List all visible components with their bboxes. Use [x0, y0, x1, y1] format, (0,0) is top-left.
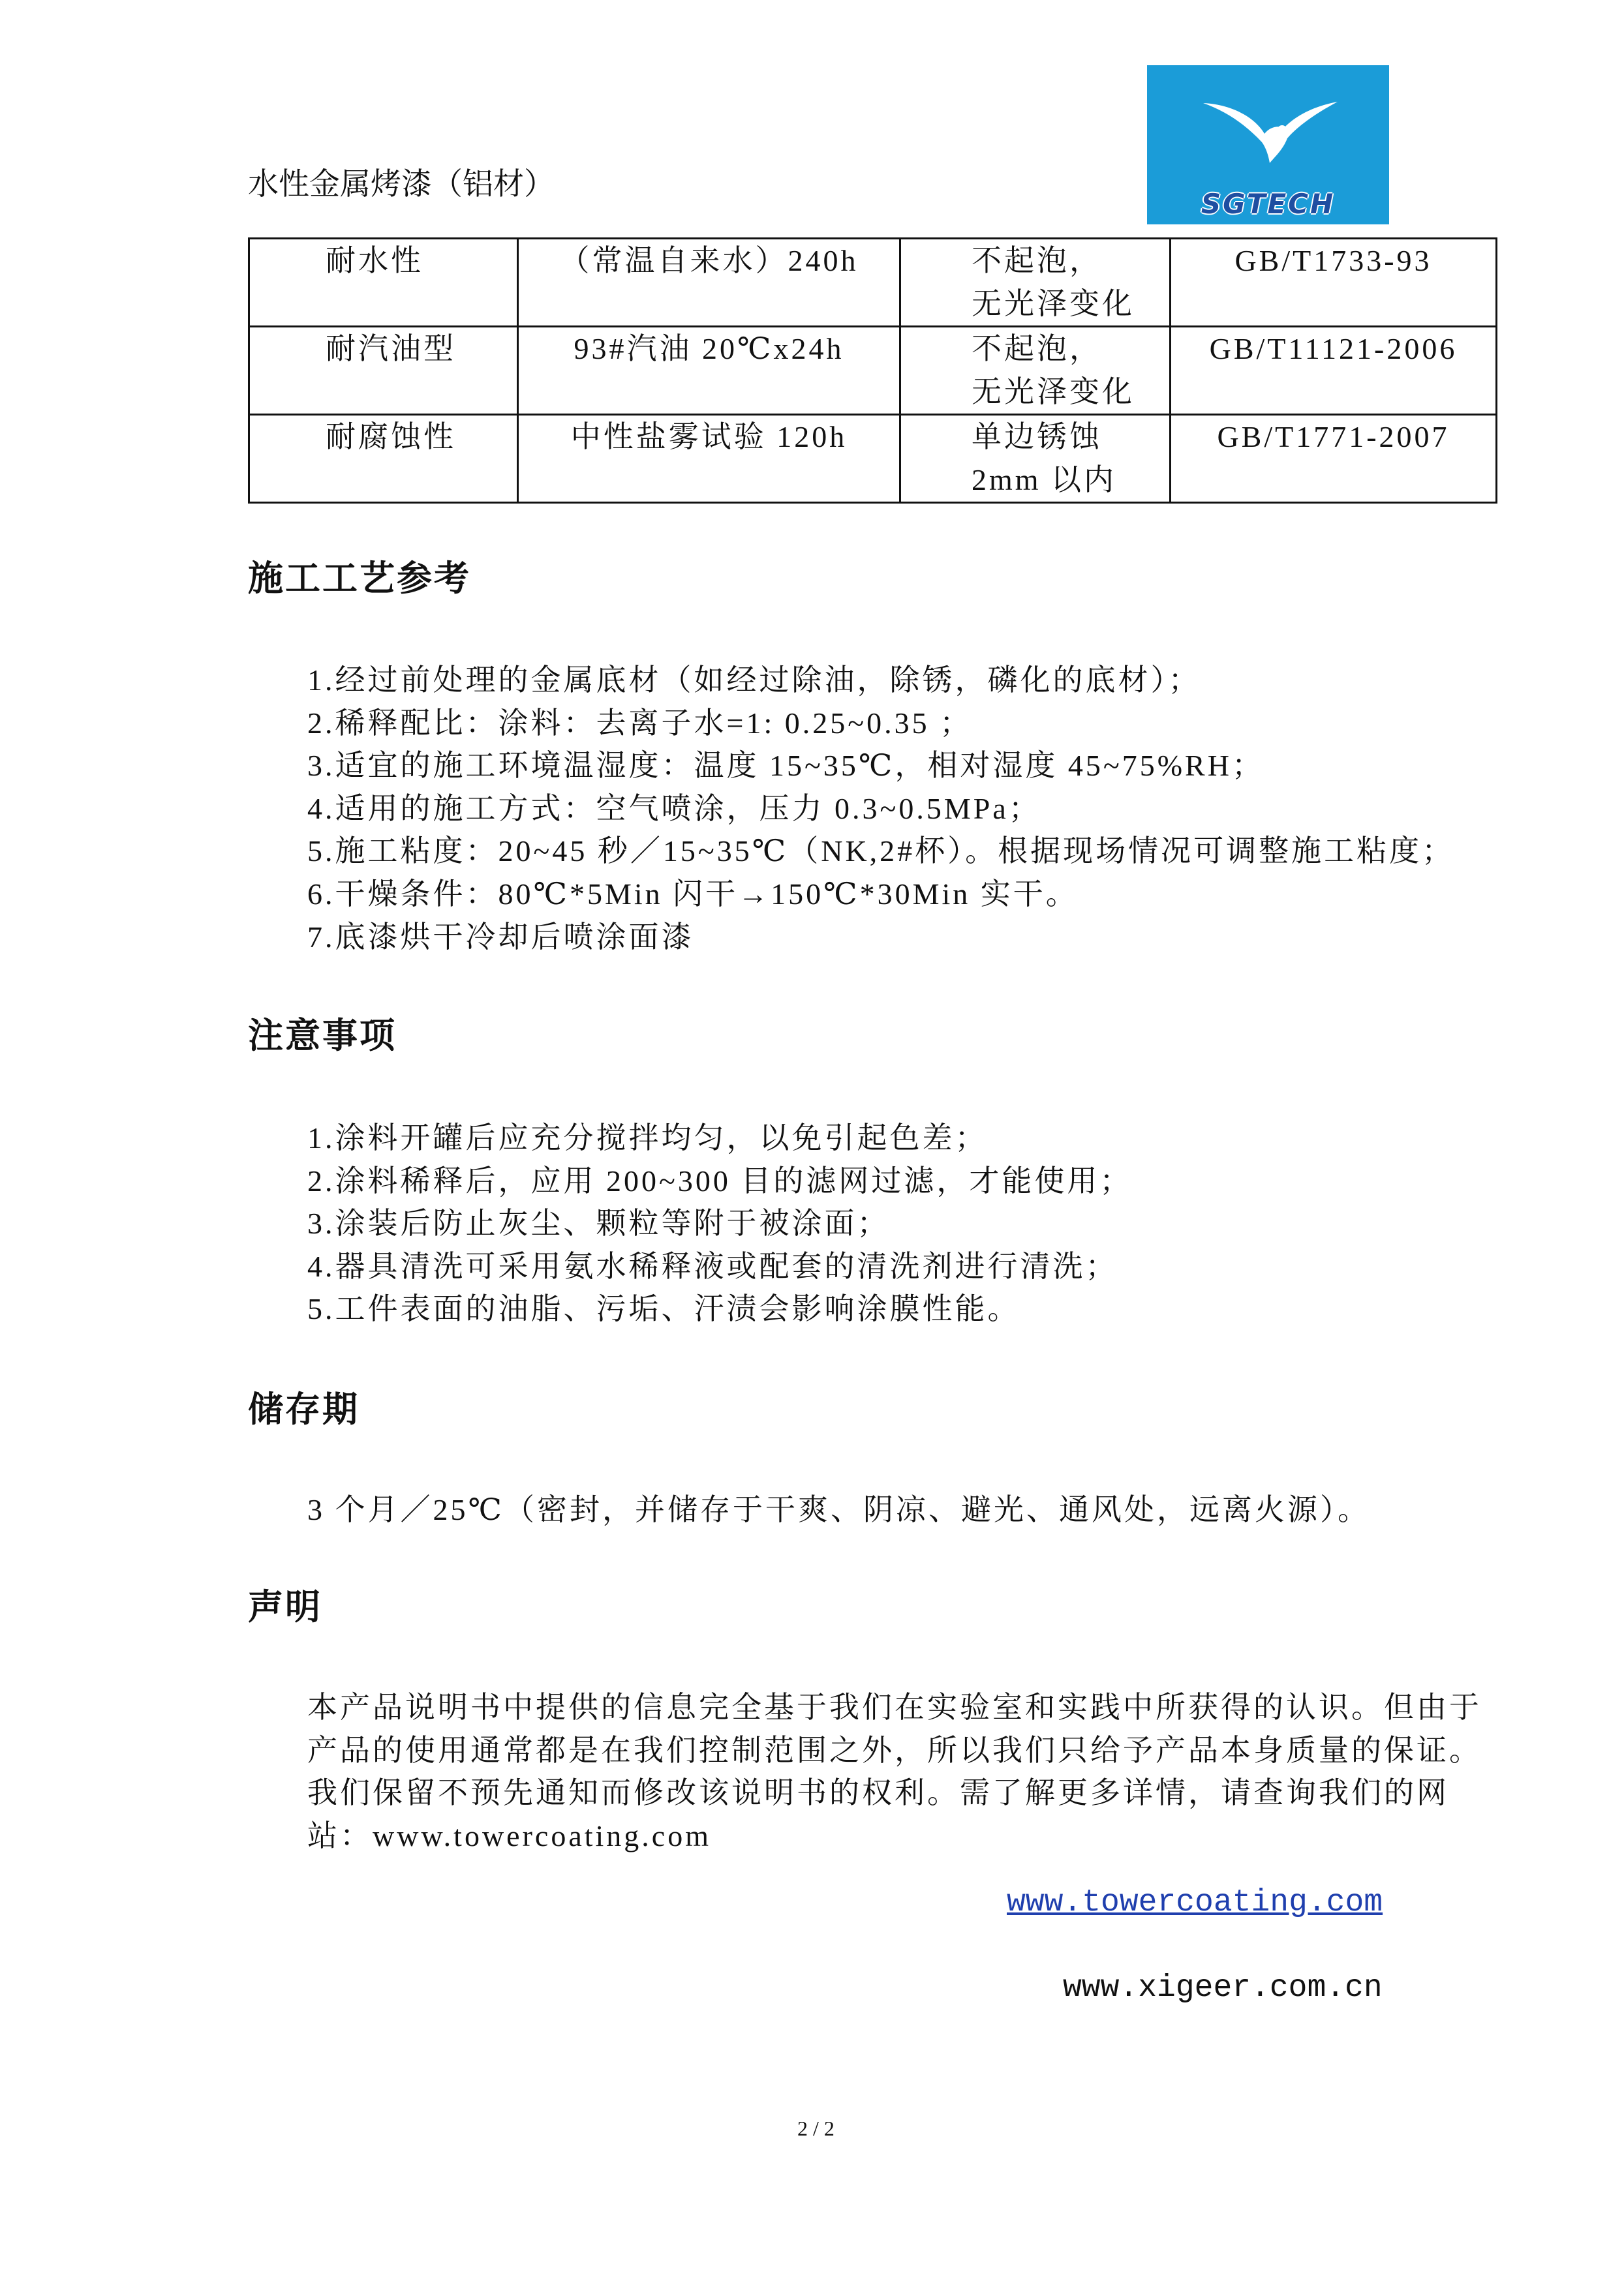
list-item: 4.适用的施工方式：空气喷涂，压力 0.3~0.5MPa；	[307, 791, 1041, 825]
statement-paragraph	[307, 1686, 1482, 1857]
list-item: 5.工件表面的油脂、污垢、汗渍会影响涂膜性能。	[307, 1292, 1020, 1326]
result-line: 单边锈蚀	[972, 420, 1102, 453]
standard-cell: GB/T1733-93	[1171, 239, 1497, 327]
standard-cell: GB/T1771-2007	[1171, 415, 1497, 503]
table-row	[249, 415, 1497, 503]
construction-heading: 施工工艺参考	[248, 558, 471, 599]
result-line: 无光泽变化	[972, 375, 1135, 408]
list-item: 2.涂料稀释后，应用 200~300 目的滤网过滤，才能使用；	[307, 1164, 1133, 1198]
performance-table	[248, 237, 1497, 504]
result-line: 无光泽变化	[972, 287, 1135, 320]
list-item: 1.涂料开罐后应充分搅拌均匀，以免引起色差；	[307, 1121, 988, 1155]
result-line: 不起泡，	[972, 332, 1102, 365]
list-item: 1.经过前处理的金属底材（如经过除油，除锈，磷化的底材）；	[307, 663, 1201, 697]
page-number: 2 / 2	[797, 2117, 835, 2140]
construction-list	[307, 659, 1454, 958]
condition-cell: 中性盐雾试验 120h	[518, 415, 900, 503]
statement-line: 我们保留不预先通知而修改该说明书的权利。需了解更多详情，请查询我们的网	[307, 1776, 1449, 1810]
result-line: 不起泡，	[972, 244, 1102, 277]
property-cell: 耐水性	[249, 239, 518, 327]
list-item: 4.器具清洗可采用氨水稀释液或配套的清洗剂进行清洗；	[307, 1249, 1118, 1283]
storage-heading: 储存期	[248, 1389, 360, 1430]
statement-line: 本产品说明书中提供的信息完全基于我们在实验室和实践中所获得的认识。但由于	[307, 1691, 1482, 1724]
notes-heading: 注意事项	[248, 1015, 397, 1056]
website-link[interactable]: www.towercoating.com	[1007, 1885, 1383, 1920]
secondary-website: www.xigeer.com.cn	[1063, 1971, 1383, 2006]
condition-cell: （常温自来水）240h	[518, 239, 900, 327]
storage-text: 3 个月／25℃（密封，并储存于干爽、阴凉、避光、通风处，远离火源）。	[307, 1493, 1370, 1526]
document-title: 水性金属烤漆（铝材）	[248, 166, 555, 202]
condition-cell: 93#汽油 20℃x24h	[518, 327, 900, 415]
property-cell: 耐汽油型	[249, 327, 518, 415]
storage-text-block	[307, 1488, 1370, 1532]
statement-line: 站：www.towercoating.com	[307, 1819, 711, 1852]
result-cell	[900, 327, 1171, 415]
table-row	[249, 327, 1497, 415]
list-item: 2.稀释配比：涂料：去离子水=1: 0.25~0.35 ；	[307, 706, 973, 740]
statement-line: 产品的使用通常都是在我们控制范围之外，所以我们只给予产品本身质量的保证。	[307, 1733, 1482, 1767]
result-cell	[900, 415, 1171, 503]
property-cell: 耐腐蚀性	[249, 415, 518, 503]
list-item: 5.施工粘度：20~45 秒／15~35℃（NK,2#杯）。根据现场情况可调整施工粘度；	[307, 834, 1455, 868]
notes-list	[307, 1117, 1132, 1331]
list-item: 3.适宜的施工环境温湿度：温度 15~35℃，相对湿度 45~75%RH；	[307, 749, 1264, 783]
result-line: 2mm 以内	[972, 463, 1117, 496]
list-item: 6.干燥条件：80℃*5Min 闪干→150℃*30Min 实干。	[307, 877, 1079, 911]
statement-heading: 声明	[248, 1586, 322, 1627]
result-cell	[900, 239, 1171, 327]
standard-cell: GB/T11121-2006	[1171, 327, 1497, 415]
table-row	[249, 239, 1497, 327]
list-item: 7.底漆烘干冷却后喷涂面漆	[307, 920, 694, 954]
list-item: 3.涂装后防止灰尘、颗粒等附于被涂面；	[307, 1207, 890, 1241]
company-logo	[1147, 65, 1389, 224]
logo-wordmark: SGTECH	[1201, 188, 1336, 220]
